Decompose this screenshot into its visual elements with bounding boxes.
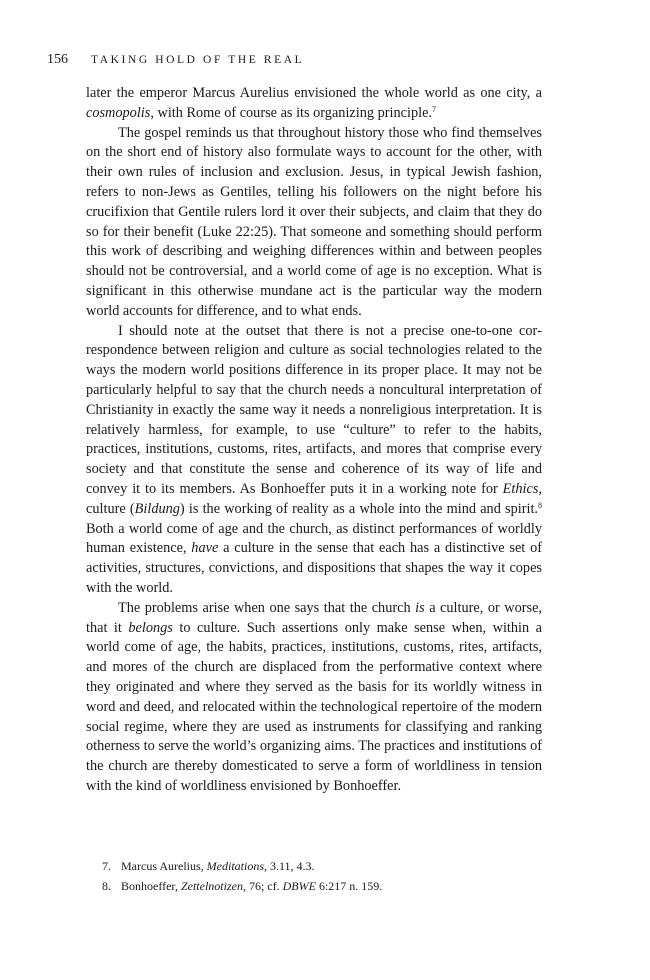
footnote-ref-7[interactable]: 7 xyxy=(432,104,436,114)
text-run: later the emperor Marcus Aurelius envisioned the whole world as one city, a xyxy=(86,85,542,101)
italic-emphasis: belongs xyxy=(128,619,173,636)
text-run: to culture. Such assertions only make sense when, within a world come of age, the habits, practices, institutions, customs, rites, artifacts, and mores of the church are displaced from the performative context where they originated and where they served as the basis for its worldly witness in word and deed, and relocated within the technological repertoire of the modern social regime, where they are used as instruments for classifying and ranking otherness to serve the world’s organizing aims. The practices and institutions of the church are thereby domesticated to serve a form of worldliness in tension with the kind of worldliness envisioned by Bonhoeffer. xyxy=(86,619,542,794)
text-run: , 76; cf. xyxy=(242,879,283,893)
text-run: , 3.11, 4.3. xyxy=(263,859,315,873)
footnote-8 xyxy=(102,876,542,896)
text-run: , culture ( xyxy=(86,480,542,517)
text-run: Marcus Aurelius, xyxy=(121,859,207,873)
page-number: 156 xyxy=(47,52,68,67)
footnote-number: 8. xyxy=(102,879,111,893)
italic-emphasis: is xyxy=(415,599,425,616)
text-run: Bonhoeffer, xyxy=(121,879,181,893)
italic-abbrev: DBWE xyxy=(282,879,316,893)
paragraph-3 xyxy=(86,322,542,599)
paragraph-4 xyxy=(86,599,542,797)
text-run: ) is the working of reality as a whole into the mind and spirit. xyxy=(179,500,538,517)
body-text xyxy=(86,84,542,797)
text-run: Both a world come of age and the church, as distinct performances of worldly human existence, xyxy=(86,520,542,557)
text-run: 6:217 n. 159. xyxy=(315,879,383,893)
footnote-ref-8[interactable]: 8 xyxy=(538,500,542,510)
page-header xyxy=(47,52,567,74)
italic-title: Meditations xyxy=(206,859,264,873)
text-run: a culture in the sense that each has a distinctive set of activities, structures, convictions, and dispositions that shapes the way it copes with the world. xyxy=(86,540,542,596)
running-head: TAKING HOLD OF THE REAL xyxy=(91,54,305,66)
footnote-7 xyxy=(102,856,542,876)
footnotes xyxy=(102,856,542,896)
italic-title: Ethics xyxy=(502,480,539,497)
italic-title: Zettelnotizen xyxy=(180,879,243,893)
text-run: The problems arise when one says that the church xyxy=(118,599,416,616)
italic-term: Bildung xyxy=(134,500,180,517)
paragraph-1 xyxy=(86,84,542,124)
text-run: , with Rome of course as its organizing principle. xyxy=(150,104,432,121)
paragraph-2: The gospel reminds us that throughout history those who find themselves on the short end of history also formulate ways to account for the other, with their own rules of inclusion and exclusion. Jesus, in typical Jewish fashion, refers to non-Jews as Gentiles, telling his followers on the night before his crucifixion that Gentile rulers lord it over their subjects, and claim that they do so for their benefit (Luke 22:25). That someone and something should perform this work of describing and weighing differences within and between peoples should not be controversial, and a world come of age is no exception. What is significant in this otherwise mundane act is the particular way the modern world accounts for difference, and to what ends. xyxy=(86,124,542,319)
italic-emphasis: have xyxy=(191,540,219,557)
italic-term: cosmopolis xyxy=(86,104,151,121)
text-run: a culture, or worse, that it xyxy=(86,599,542,636)
text-run: I should note at the outset that there is not a precise one-to-one correspondence between religion and culture as social technologies related to the ways the modern world positions difference in its proper place. It may not be particularly helpful to say that the church needs a noncultural interpretation of Christianity in exactly the same way it needs a nonreligious interpretation. It is relatively harmless, for example, to use “culture” to refer to the habits, practices, institutions, customs, rites, artifacts, and mores that comprise every society and that constitute the sense and coherence of its way of life and convey it to its members. As Bonhoeffer puts it in a working note for xyxy=(86,322,542,497)
footnote-number: 7. xyxy=(102,859,111,873)
